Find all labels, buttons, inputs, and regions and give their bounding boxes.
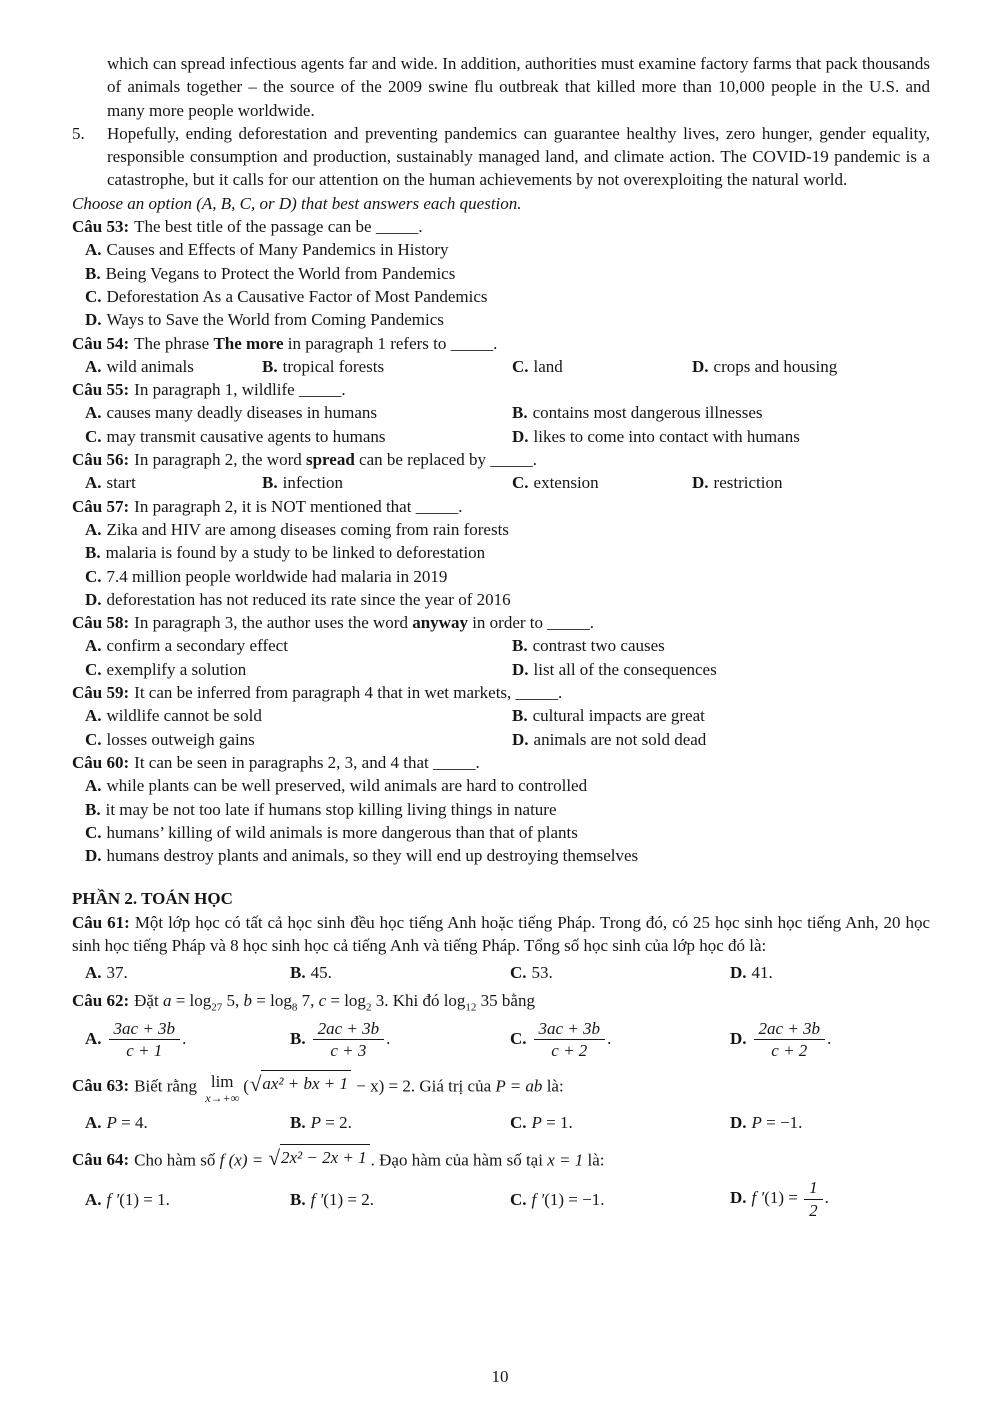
question-54-text: The phrase [134,333,214,353]
option-text: Causes and Effects of Many Pandemics in History [106,240,449,260]
option-text: land [533,356,563,376]
radical-sign: √ [249,1072,262,1097]
question-63-label: Câu 63: [72,1076,130,1096]
fraction-numerator: 2ac + 3b [754,1019,826,1041]
question-60-option-b [72,798,930,821]
option-text: . [827,1028,832,1048]
question-59-options-row1 [72,704,930,727]
question-54-text: in paragraph 1 refers to _____. [283,333,498,353]
question-59-option-c [85,728,512,751]
option-letter: C. [510,1113,527,1133]
math-log: = log [326,990,366,1010]
option-letter: D. [512,426,529,446]
option-letter: C. [85,729,102,749]
math-function: f ′ [751,1188,765,1208]
question-54-label: Câu 54: [72,333,130,353]
option-letter: B. [85,263,101,283]
option-text: . [182,1028,187,1048]
question-64-option-c [510,1188,730,1211]
option-text: humans destroy plants and animals, so they will end up destroying themselves [106,846,639,866]
fraction-numerator: 2ac + 3b [313,1019,385,1041]
option-letter: B. [512,636,528,656]
option-text: 37. [106,963,128,983]
question-53-label: Câu 53: [72,217,130,237]
question-59-option-b [512,704,930,727]
question-57-stem [72,495,930,518]
option-text: extension [533,473,599,493]
question-64-option-d [730,1178,930,1220]
question-61-stem [72,911,930,958]
question-54-stem [72,332,930,355]
option-text: it may be not too late if humans stop killing living things in nature [105,799,557,819]
option-letter: B. [512,403,528,423]
question-63-text: là: [542,1076,564,1096]
question-57-text: In paragraph 2, it is NOT mentioned that _____. [134,496,463,516]
option-letter: B. [290,1028,306,1048]
option-text: infection [282,473,344,493]
radicand: ax² + bx + 1 [261,1070,351,1095]
question-55-option-d [512,425,930,448]
question-55-option-c [85,425,512,448]
option-letter: D. [692,356,709,376]
math-var-c: c [318,990,327,1010]
question-64-stem [72,1144,930,1172]
question-53-option-a [72,238,930,261]
math-text: 35 [476,990,502,1010]
question-54-option-d [692,355,930,378]
option-letter: B. [262,473,278,493]
question-55-text: In paragraph 1, wildlife _____. [134,380,346,400]
option-letter: D. [730,1113,747,1133]
question-57-option-c [72,565,930,588]
square-root [250,1070,351,1095]
limit-operator [205,1073,239,1104]
question-62-label: Câu 62: [72,990,130,1010]
question-60-label: Câu 60: [72,752,130,772]
option-text: . [386,1028,391,1048]
question-59-option-a [85,704,512,727]
question-56-option-c [512,471,692,494]
question-56-text: can be replaced by _____. [354,450,537,470]
option-letter: C. [85,566,102,586]
list-number: 5. [72,123,85,143]
option-text: tropical forests [282,356,385,376]
option-letter: A. [85,776,102,796]
option-text: wildlife cannot be sold [106,706,262,726]
option-text: causes many deadly diseases in humans [106,403,378,423]
log-base: 8 [291,1000,298,1013]
option-text: humans’ killing of wild animals is more dangerous than that of plants [106,822,578,842]
question-55-option-a [85,401,512,424]
question-57-option-a [72,518,930,541]
option-text: confirm a secondary effect [106,636,288,656]
question-55-stem [72,378,930,401]
question-60-option-a [72,774,930,797]
question-64-text: Cho hàm số [134,1149,220,1169]
question-62-option-a [85,1019,290,1061]
question-60-option-d [72,844,930,867]
question-56-label: Câu 56: [72,450,130,470]
question-58-stem [72,611,930,634]
option-letter: C. [510,1189,527,1209]
option-letter: A. [85,356,102,376]
math-expression: x = 1 [547,1149,584,1169]
option-letter: D. [730,963,747,983]
option-text: = 2. [320,1113,352,1133]
question-55-options-row1 [72,401,930,424]
question-56-option-b [262,471,512,494]
math-var-a: a [162,990,172,1010]
question-57-label: Câu 57: [72,496,130,516]
question-56-option-d [692,471,930,494]
option-text: = 1. [541,1113,573,1133]
option-text: 7.4 million people worldwide had malaria in 2019 [106,566,448,586]
option-text: deforestation has not reduced its rate since the year of 2016 [106,589,511,609]
question-53-option-b [72,262,930,285]
fraction [313,1019,385,1061]
question-58-option-b [512,634,930,657]
question-62-option-b [290,1019,510,1061]
option-text: wild animals [106,356,194,376]
radicand: 2x² − 2x + 1 [280,1144,370,1169]
fraction-denominator: c + 2 [551,1041,588,1061]
option-letter: D. [692,473,709,493]
question-61-option-c [510,961,730,984]
question-53-option-d [72,308,930,331]
math-var: P [310,1113,321,1133]
question-63-option-d [730,1111,930,1134]
fraction [754,1019,826,1061]
math-log: log [443,990,466,1010]
question-58-text: In paragraph 3, the author uses the word [134,613,413,633]
page-number: 10 [491,1366,509,1386]
question-63-option-c [510,1111,730,1134]
option-letter: A. [85,963,102,983]
question-61-options [72,961,930,984]
option-text: likes to come into contact with humans [533,426,800,446]
option-text: . [607,1028,612,1048]
option-text: may transmit causative agents to humans [106,426,386,446]
option-text: start [106,473,136,493]
option-text: . [824,1188,829,1208]
option-letter: B. [85,543,101,563]
radical-sign: √ [268,1145,280,1170]
question-63-options [72,1111,930,1134]
math-var: P [106,1113,117,1133]
question-56-text: In paragraph 2, the word [134,450,306,470]
question-53-text: The best title of the passage can be _____. [134,217,423,237]
question-63-stem [72,1070,930,1104]
question-56-option-a [85,471,262,494]
question-56-bold-word: spread [305,450,355,470]
question-57-option-b [72,541,930,564]
question-64-text: là: [583,1149,605,1169]
question-55-options-row2 [72,425,930,448]
option-letter: B. [290,1189,306,1209]
option-letter: C. [510,963,527,983]
option-letter: D. [730,1028,747,1048]
question-60-text: It can be seen in paragraphs 2, 3, and 4 that _____. [134,752,480,772]
option-text: losses outweigh gains [106,729,255,749]
math-var-b: b [243,990,253,1010]
option-text: = −1. [761,1113,803,1133]
fraction-denominator: c + 1 [126,1041,163,1061]
math-function: f (x) = [219,1149,268,1169]
math-text: 5, [222,990,244,1010]
question-59-option-d [512,728,930,751]
square-root [268,1144,369,1169]
question-58-text: in order to _____. [467,613,595,633]
list-text: Hopefully, ending deforestation and preventing pandemics can guarantee healthy lives, zero hunger, gender equality, responsible consumption and production, sustainably managed land, and climate action. The COVID-19 pandemic is a catastrophe, but it calls for our attention on the human achievements by not overexploiting the natural world. [107,123,930,190]
question-62-text: bằng [501,990,535,1010]
option-letter: D. [730,1188,747,1208]
question-53-stem [72,215,930,238]
question-58-option-c [85,658,512,681]
question-61-label: Câu 61: [72,912,130,932]
question-54-option-c [512,355,692,378]
option-text: Zika and HIV are among diseases coming from rain forests [106,519,509,539]
question-62-stem [72,989,930,1012]
question-64-label: Câu 64: [72,1149,130,1169]
math-expression: P = ab [495,1076,543,1096]
question-57-option-d [72,588,930,611]
math-text: ( [243,1076,249,1096]
question-61-option-d [730,961,930,984]
fraction-denominator: 2 [809,1200,818,1220]
question-56-stem [72,448,930,471]
fraction-numerator: 3ac + 3b [109,1019,181,1041]
math-log: = log [252,990,292,1010]
section-title-part2: PHẦN 2. TOÁN HỌC [72,889,233,909]
question-55-option-b [512,401,930,424]
option-letter: D. [85,846,102,866]
option-letter: A. [85,706,102,726]
math-text: 7, [297,990,319,1010]
option-text: 41. [751,963,773,983]
option-letter: D. [85,589,102,609]
question-53-option-c [72,285,930,308]
question-63-text: Giá trị của [415,1076,496,1096]
option-letter: D. [512,659,529,679]
option-text: (1) = −1. [544,1189,605,1209]
option-text: crops and housing [713,356,838,376]
option-letter: C. [85,286,102,306]
question-58-label: Câu 58: [72,613,130,633]
math-text: − x) = 2. [352,1076,416,1096]
fraction-denominator: c + 3 [330,1041,367,1061]
question-61-option-b [290,961,510,984]
log-base: 2 [365,1000,372,1013]
math-var: P [751,1113,762,1133]
option-letter: B. [290,1113,306,1133]
option-text: Deforestation As a Causative Factor of Most Pandemics [106,286,488,306]
question-58-options-row1 [72,634,930,657]
option-text: 53. [531,963,553,983]
question-54-bold-word: The more [213,333,284,353]
question-63-option-a [85,1111,290,1134]
instruction-line: Choose an option (A, B, C, or D) that best answers each question. [72,193,522,213]
option-text: contrast two causes [532,636,665,656]
fraction [804,1178,823,1220]
option-letter: B. [85,799,101,819]
log-base: 27 [211,1000,223,1013]
option-letter: A. [85,636,102,656]
math-function: f ′ [106,1189,120,1209]
option-text: Being Vegans to Protect the World from Pandemics [105,263,456,283]
question-62-text: Đặt [134,990,163,1010]
option-letter: A. [85,240,102,260]
option-text: list all of the consequences [533,659,717,679]
option-letter: A. [85,473,102,493]
option-letter: C. [512,473,529,493]
fraction [534,1019,606,1061]
option-letter: B. [512,706,528,726]
option-letter: A. [85,403,102,423]
option-text: while plants can be well preserved, wild animals are hard to controlled [106,776,588,796]
passage-item5 [72,122,930,192]
question-54-options [72,355,930,378]
question-54-option-a [85,355,262,378]
question-58-options-row2 [72,658,930,681]
question-58-bold-word: anyway [412,613,468,633]
question-61-option-a [85,961,290,984]
question-58-option-a [85,634,512,657]
question-64-option-b [290,1188,510,1211]
option-text: Ways to Save the World from Coming Pandemics [106,310,444,330]
question-58-option-d [512,658,930,681]
option-text: exemplify a solution [106,659,247,679]
option-text: (1) = 2. [323,1189,374,1209]
option-letter: B. [290,963,306,983]
option-text: animals are not sold dead [533,729,707,749]
question-59-options-row2 [72,728,930,751]
question-62-options [72,1019,930,1061]
math-var: P [531,1113,542,1133]
limit-subscript: x→+∞ [205,1091,240,1106]
option-letter: A. [85,1189,102,1209]
question-59-text: It can be inferred from paragraph 4 that in wet markets, _____. [134,683,563,703]
option-text: = 4. [116,1113,148,1133]
math-function: f ′ [310,1189,324,1209]
question-62-text: Khi đó [392,990,444,1010]
question-64-option-a [85,1188,290,1211]
question-62-option-c [510,1019,730,1061]
option-letter: A. [85,1028,102,1048]
option-letter: C. [85,659,102,679]
option-letter: C. [512,356,529,376]
fraction-denominator: c + 2 [771,1041,808,1061]
option-text: (1) = 1. [119,1189,170,1209]
math-log: = log [171,990,212,1010]
question-63-option-b [290,1111,510,1134]
option-letter: D. [85,310,102,330]
question-61-text: Một lớp học có tất cả học sinh đều học tiếng Anh hoặc tiếng Pháp. Trong đó, có 25 học sinh học tiếng Anh, 20 học sinh học tiếng Pháp và 8 học sinh học cả tiếng Anh và tiếng Pháp. Tổng số học sinh của lớp học đó là: [72,912,930,955]
math-text: 3. [371,990,393,1010]
option-letter: A. [85,519,102,539]
question-60-stem [72,751,930,774]
question-63-text: Biết rằng [134,1076,202,1096]
option-text: 45. [310,963,332,983]
fraction [109,1019,181,1061]
limit-word: lim [210,1072,234,1092]
option-text: cultural impacts are great [532,706,705,726]
log-base: 12 [465,1000,477,1013]
option-letter: C. [85,426,102,446]
fraction-numerator: 3ac + 3b [534,1019,606,1041]
fraction-numerator: 1 [804,1178,823,1200]
option-letter: A. [85,1113,102,1133]
question-54-option-b [262,355,512,378]
question-56-options [72,471,930,494]
option-letter: B. [262,356,278,376]
question-59-label: Câu 59: [72,683,130,703]
option-letter: C. [510,1028,527,1048]
question-62-option-d [730,1019,930,1061]
option-letter: C. [85,822,102,842]
option-text: (1) = [764,1188,803,1208]
option-letter: D. [512,729,529,749]
option-text: malaria is found by a study to be linked to deforestation [105,543,486,563]
question-59-stem [72,681,930,704]
question-60-option-c [72,821,930,844]
option-text: restriction [713,473,783,493]
math-function: f ′ [531,1189,545,1209]
question-64-text: . Đạo hàm của hàm số tại [370,1149,548,1169]
question-55-label: Câu 55: [72,380,130,400]
passage-item4-continuation: which can spread infectious agents far and wide. In addition, authorities must examine factory farms that pack thousands of animals together – the source of the 2009 swine flu outbreak that killed more than 10,000 people in the U.S. and many more people worldwide. [107,54,930,120]
question-64-options [72,1178,930,1220]
option-text: contains most dangerous illnesses [532,403,763,423]
